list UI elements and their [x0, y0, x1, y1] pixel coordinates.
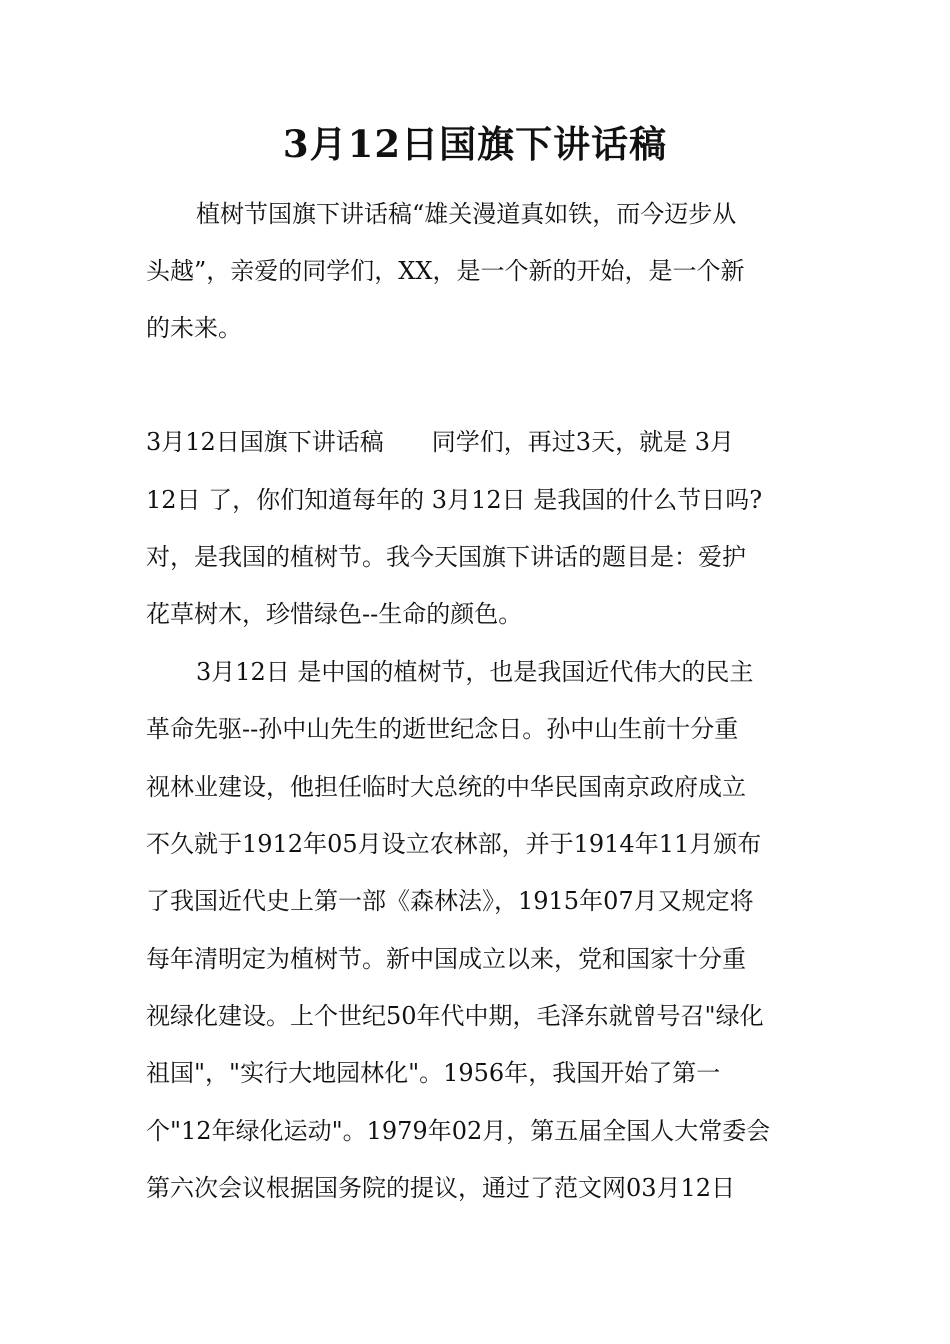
text-line: 的未来。: [146, 314, 242, 342]
text-line: 植树节国旗下讲话稿“雄关漫道真如铁，而今迈步从: [196, 200, 737, 228]
text-line: 花草树木，珍惜绿色--生命的颜色。: [146, 600, 523, 628]
text-line: 革命先驱--孙中山先生的逝世纪念日。孙中山生前十分重: [146, 715, 739, 743]
text-line: 不久就于1912年05月设立农林部，并于1914年11月颁布: [146, 830, 762, 858]
text-line: 视绿化建设。上个世纪50年代中期，毛泽东就曾号召"绿化: [146, 1002, 764, 1030]
text-line: 祖国"，"实行大地园林化"。1956年，我国开始了第一: [146, 1059, 721, 1087]
text-line: 3月12日国旗下讲话稿 同学们，再过3天，就是 3月: [146, 428, 734, 456]
text-line: 视林业建设，他担任临时大总统的中华民国南京政府成立: [146, 773, 746, 801]
text-line: 了我国近代史上第一部《森林法》，1915年07月又规定将: [146, 887, 754, 915]
text-line: 12日 了，你们知道每年的 3月12日 是我国的什么节日吗?: [146, 486, 763, 514]
text-line: 对，是我国的植树节。我今天国旗下讲话的题目是：爱护: [146, 543, 746, 571]
document-title: 3月12日国旗下讲话稿: [282, 122, 668, 166]
text-line: 头越”，亲爱的同学们，XX，是一个新的开始，是一个新: [146, 257, 745, 285]
text-line: 第六次会议根据国务院的提议，通过了范文网03月12日: [146, 1174, 736, 1202]
text-line: 3月12日 是中国的植树节，也是我国近代伟大的民主: [196, 658, 754, 686]
text-line: 个"12年绿化运动"。1979年02月，第五届全国人大常委会: [146, 1117, 771, 1145]
text-line: 每年清明定为植树节。新中国成立以来，党和国家十分重: [146, 945, 746, 973]
